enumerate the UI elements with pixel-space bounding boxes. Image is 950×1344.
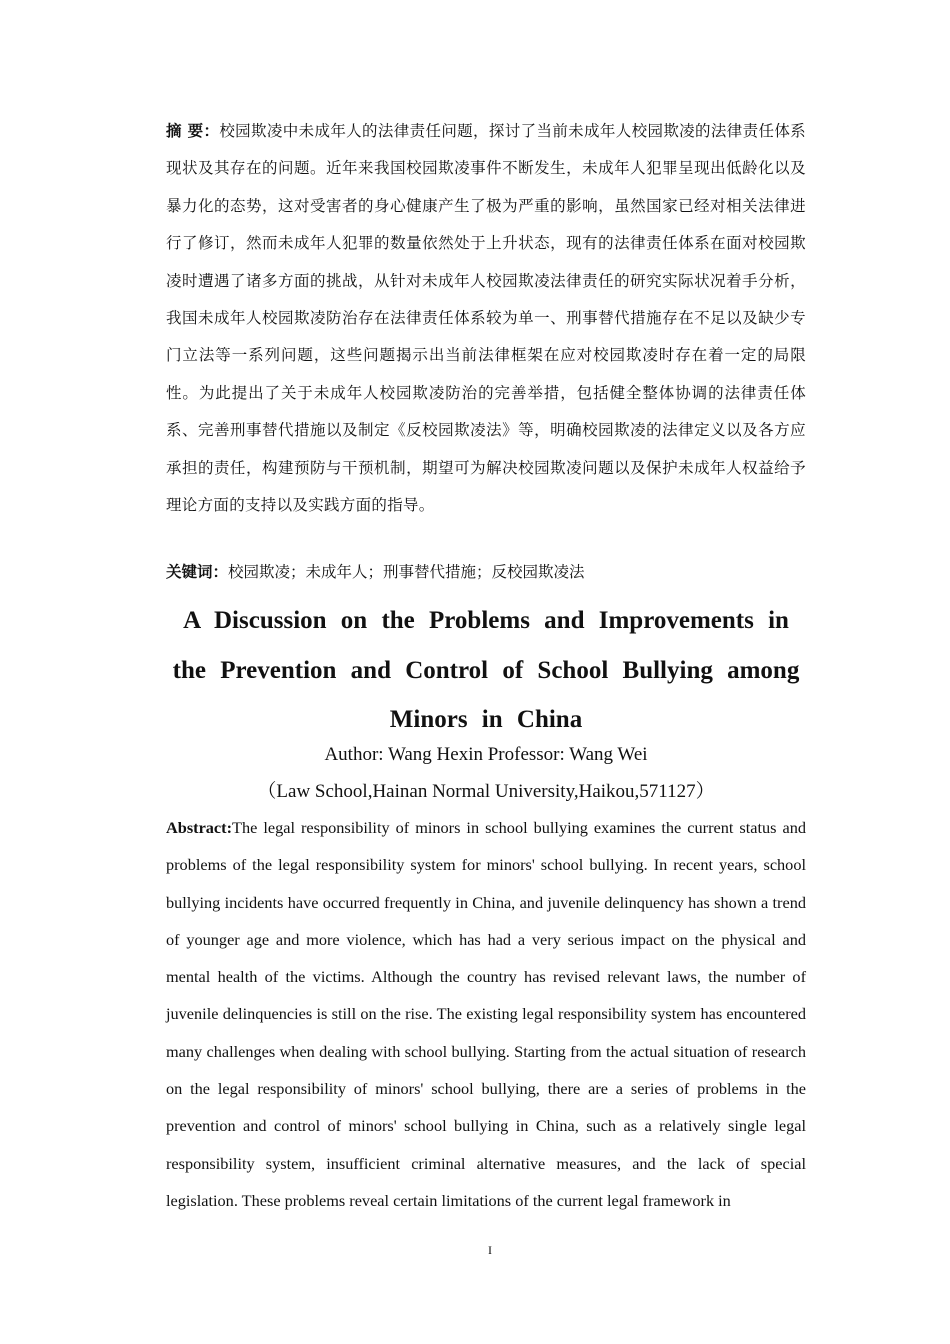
english-abstract-text: The legal responsibility of minors in school bullying examines the current status and problems of the legal responsibility system for minors' school bullying. In recent years, school bullying incidents have occurred frequently in China, and juvenile delinquency has shown a trend of younger age and more violence, which has had a very serious impact on the physical and mental health of the victims. Although the country has revised relevant laws, the number of juvenile delinquencies is still on the rise. The existing legal responsibility system has encountered many challenges when dealing with school bullying. Starting from the actual situation of research on the legal responsibility of minors' school bullying, there are a series of problems in the prevention and control of minors' school bullying in China, such as a relatively single legal responsibility system, insufficient criminal alternative measures, and the lack of special legislation. These problems reveal certain limitations of the current legal framework in: [166, 818, 806, 1210]
author-line: Author: Wang Hexin Professor: Wang Wei: [324, 744, 648, 765]
page-number: I: [488, 1243, 492, 1257]
chinese-abstract-label: 摘 要：: [166, 121, 220, 140]
affiliation: （Law School,Hainan Normal University,Haikou,571127）: [257, 781, 715, 802]
chinese-keywords-label: 关键词：: [166, 562, 229, 581]
chinese-keywords-text: 校园欺凌；未成年人；刑事替代措施；反校园欺凌法: [228, 563, 585, 581]
chinese-keywords: [166, 558, 806, 586]
chinese-abstract: [166, 112, 806, 524]
english-abstract-label: Abstract:: [166, 818, 233, 837]
english-title: A Discussion on the Problems and Improvements in the Prevention and Control of School Bullying among Minors in China: [172, 607, 800, 733]
english-abstract: [166, 809, 806, 1219]
chinese-abstract-text: 校园欺凌中未成年人的法律责任问题，探讨了当前未成年人校园欺凌的法律责任体系现状及其存在的问题。近年来我国校园欺凌事件不断发生，未成年人犯罪呈现出低龄化以及暴力化的态势，这对受害者的身心健康产生了极为严重的影响，虽然国家已经对相关法律进行了修订，然而未成年人犯罪的数量依然处于上升状态，现有的法律责任体系在面对校园欺凌时遭遇了诸多方面的挑战，从针对未成年人校园欺凌法律责任的研究实际状况着手分析，我国未成年人校园欺凌防治存在法律责任体系较为单一、刑事替代措施存在不足以及缺少专门立法等一系列问题，这些问题揭示出当前法律框架在应对校园欺凌时存在着一定的局限性。为此提出了关于未成年人校园欺凌防治的完善举措，包括健全整体协调的法律责任体系、完善刑事替代措施以及制定《反校园欺凌法》等，明确校园欺凌的法律定义以及各方应承担的责任，构建预防与干预机制，期望可为解决校园欺凌问题以及保护未成年人权益给予理论方面的支持以及实践方面的指导。: [166, 122, 806, 515]
